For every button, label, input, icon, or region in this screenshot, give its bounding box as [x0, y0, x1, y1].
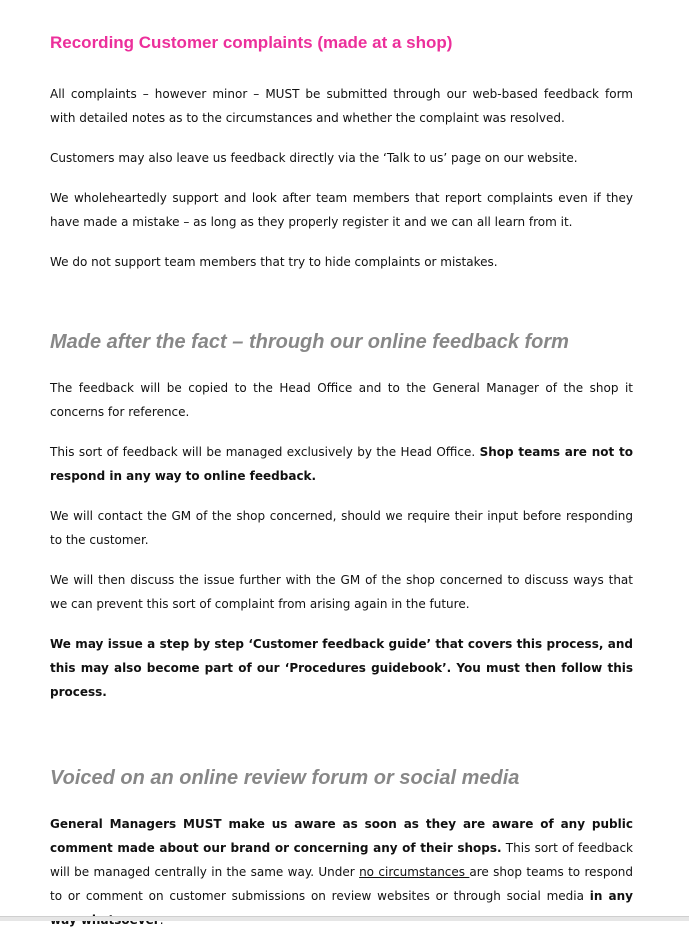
online-form-paragraph-3: We will contact the GM of the shop concerned, should we require their input before responding to the customer.	[50, 509, 633, 547]
complaints-paragraph-3: We wholeheartedly support and look after team members that report complaints even if they have made a mistake – as long as they properly register it and we can all learn from it.	[50, 191, 633, 229]
review-forum-paragraph	[50, 812, 633, 932]
section-heading-online-form: Made after the fact – through our online feedback form	[50, 331, 569, 353]
complaints-paragraph-2: Customers may also leave us feedback directly via the ‘Talk to us’ page on our website.	[50, 151, 578, 165]
page-bottom-edge	[0, 916, 689, 921]
page-title: Recording Customer complaints (made at a shop)	[50, 33, 453, 52]
review-forum-bold-start: General Managers MUST make us aware as soon as they are aware of any public comment made about our brand or concerning any of their shops.	[50, 817, 633, 855]
review-forum-text-mid: This sort of feedback will be managed centrally in the same way. Under	[50, 841, 633, 879]
document-body	[50, 30, 633, 948]
complaints-paragraph-4: We do not support team members that try to hide complaints or mistakes.	[50, 255, 498, 269]
review-forum-underline: no circumstances	[359, 865, 470, 879]
review-forum-text-mid-2: are shop teams to respond to or comment on customer submissions on review websites or through social media	[50, 865, 634, 903]
review-forum-bold-end: in any	[589, 889, 634, 903]
online-form-paragraph-4: We will then discuss the issue further with the GM of the shop concerned to discuss ways that we can prevent this sort of complaint from arising again in the future.	[50, 573, 633, 611]
online-form-paragraph-2-text: This sort of feedback will be managed exclusively by the Head Office.	[50, 445, 480, 459]
online-form-paragraph-2-bold: Shop teams are not to respond in any way to online feedback.	[50, 445, 633, 483]
section-spacer	[50, 720, 633, 764]
section-heading-review-forum: Voiced on an online review forum or social media	[50, 767, 520, 789]
online-form-paragraph-5: We may issue a step by step ‘Customer feedback guide’ that covers this process, and this may also become part of our ‘Procedures guidebook’. You must then follow this process.	[50, 637, 633, 699]
section-spacer	[50, 290, 633, 328]
online-form-paragraph-2	[50, 440, 633, 488]
complaints-paragraph-1: All complaints – however minor – MUST be submitted through our web-based feedback form with detailed notes as to the circumstances and whether the complaint was resolved.	[50, 87, 633, 125]
online-form-paragraph-1: The feedback will be copied to the Head Office and to the General Manager of the shop it concerns for reference.	[50, 381, 633, 419]
